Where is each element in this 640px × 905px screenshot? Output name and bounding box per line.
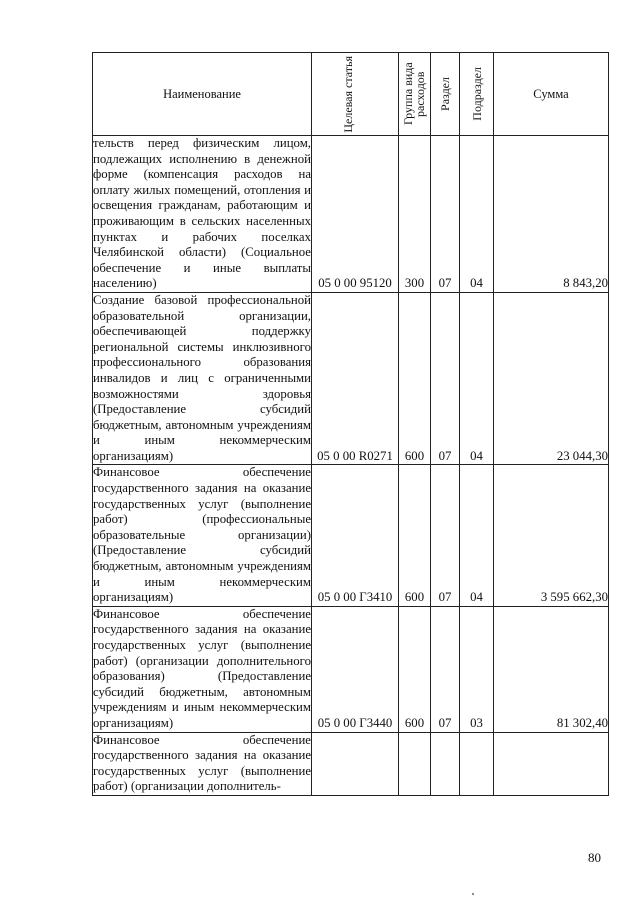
header-name: Наименование (93, 53, 312, 136)
header-section-text: Раздел (438, 77, 452, 111)
row-subsection: 04 (460, 465, 494, 606)
table-row (93, 606, 609, 732)
row-expense-group: 600 (399, 292, 431, 465)
header-expense-group-text: Группа вида расходов (400, 62, 427, 126)
row-name: тельств перед физическим лицом, подлежащих исполнению в денежной форме (компенсация расходов на оплату жилых помещений, отопления и освещения гражданам, работающим и проживающим в сельских населенных пунктах и рабочих поселках Челябинской области) (Социальное обеспечение и иные выплаты населению) (93, 136, 312, 293)
page-number: 80 (588, 850, 601, 865)
row-expense-group (399, 732, 431, 795)
header-section (431, 53, 460, 136)
row-expense-group: 600 (399, 465, 431, 606)
row-name: Финансовое обеспечение государственного задания на оказание государственных услуг (выполнение работ) (профессиональные образовательные организации) (Предоставление субсидий бюджетным, автономным учреждениям и иным некоммерческим организациям) (93, 465, 312, 606)
row-sum (494, 732, 609, 795)
header-sum: Сумма (494, 53, 609, 136)
table-row (93, 136, 609, 293)
row-section (431, 732, 460, 795)
row-sum: 8 843,20 (494, 136, 609, 293)
scan-speck (472, 893, 474, 895)
row-expense-group: 300 (399, 136, 431, 293)
row-section: 07 (431, 136, 460, 293)
row-target-article (312, 732, 399, 795)
row-target-article: 05 0 00 Г3410 (312, 465, 399, 606)
budget-table (92, 52, 609, 796)
row-target-article: 05 0 00 Г3440 (312, 606, 399, 732)
header-subsection (460, 53, 494, 136)
header-target-article (312, 53, 399, 136)
row-section: 07 (431, 465, 460, 606)
row-target-article: 05 0 00 95120 (312, 136, 399, 293)
header-target-article-text: Целевая статья (341, 55, 355, 133)
row-sum: 81 302,40 (494, 606, 609, 732)
row-sum: 3 595 662,30 (494, 465, 609, 606)
row-name: Финансовое обеспечение государственного задания на оказание государственных услуг (выполнение работ) (организации дополнитель- (93, 732, 312, 795)
row-target-article: 05 0 00 R0271 (312, 292, 399, 465)
row-expense-group: 600 (399, 606, 431, 732)
header-expense-group (399, 53, 431, 136)
row-name: Финансовое обеспечение государственного задания на оказание государственных услуг (выполнение работ) (организации дополнительного образования) (Предоставление субсидий бюджетным, автономным учреждениям и иным некоммерческим организациям) (93, 606, 312, 732)
row-section: 07 (431, 292, 460, 465)
row-section: 07 (431, 606, 460, 732)
table-header-row (93, 53, 609, 136)
row-sum: 23 044,30 (494, 292, 609, 465)
table-row (93, 732, 609, 795)
row-subsection: 03 (460, 606, 494, 732)
row-subsection: 04 (460, 136, 494, 293)
table-row (93, 465, 609, 606)
row-subsection: 04 (460, 292, 494, 465)
header-subsection-text: Подраздел (469, 67, 484, 121)
row-subsection (460, 732, 494, 795)
row-name: Создание базовой профессиональной образовательной организации, обеспечивающей поддержку региональной системы инклюзивного профессионального образования инвалидов и лиц с ограниченными возможностями здоровья (Предоставление субсидий бюджетным, автономным учреждениям и иным некоммерческим организациям) (93, 292, 312, 465)
table-row (93, 292, 609, 465)
